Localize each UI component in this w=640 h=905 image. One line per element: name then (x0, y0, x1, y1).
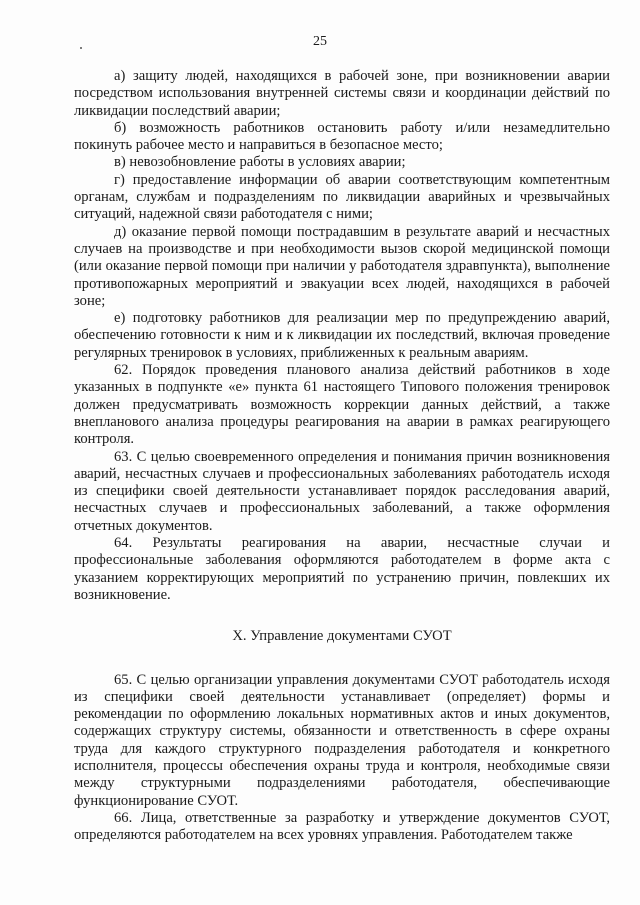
paragraph-item-b: б) возможность работников остановить работу и/или незамедлительно покинуть рабочее место и направиться в безопасное место; (74, 119, 610, 154)
paragraph-item-a: а) защиту людей, находящихся в рабочей зоне, при возникновении аварии посредством использования внутренней системы связи и координации действий по ликвидации последствий аварии; (74, 68, 610, 119)
paragraph-item-v: в) невозобновление работы в условиях аварии; (114, 154, 406, 171)
document-body (74, 68, 610, 844)
paragraph-64: 64. Результаты реагирования на аварии, несчастные случаи и профессиональные заболевания оформляются работодателем в форме акта с указанием корректирующих мероприятий по устранению причин, повлекших их возникновение. (74, 535, 610, 603)
paragraph-item-d: д) оказание первой помощи пострадавшим в результате аварий и несчастных случаев на производстве и при необходимости вызов скорой медицинской помощи (или оказание первой помощи при наличии у работодателя здравпункта), выполнение противопожарных мероприятий и эвакуации всех людей, находящихся в рабочей зоне; (74, 223, 610, 309)
section-heading: X. Управление документами СУОТ (232, 628, 452, 645)
paragraph-63: 63. С целью своевременного определения и понимания причин возникновения аварий, несчастных случаев и профессиональных заболеваниях работодатель исходя из специфики своей деятельности устанавливает порядок расследования аварий, несчастных случаев и профессиональных заболеваний, а также оформления отчетных документов. (74, 448, 610, 534)
paragraph-65: 65. С целью организации управления документами СУОТ работодатель исходя из специфики своей деятельности устанавливает (определяет) формы и рекомендации по оформлению локальных нормативных актов и иных документов, содержащих структуру системы, обязанности и ответственность в сфере охраны труда для каждого структурного подразделения работодателя и конкретного исполнителя, процессы обеспечения охраны труда и контроля, необходимые связи между структурными подразделениями работодателя, обеспечивающие функционирование СУОТ. (74, 671, 610, 809)
paragraph-62: 62. Порядок проведения планового анализа действий работников в ходе указанных в подпункте «е» пункта 61 настоящего Типового положения тренировок должен предусматривать возможность коррекции данных действий, а также внепланового анализа процедуры реагирования на аварии в рамках реагирующего контроля. (74, 362, 610, 448)
page-number: 25 (313, 34, 327, 49)
paragraph-66: 66. Лица, ответственные за разработку и утверждение документов СУОТ, определяются работодателем на всех уровнях управления. Работодателем также (74, 809, 610, 844)
paragraph-item-g: г) предоставление информации об аварии соответствующим компетентным органам, службам и подразделениям по ликвидации аварийных и чрезвычайных ситуаций, надежной связи работодателя с ними; (74, 171, 610, 223)
paragraph-item-e: е) подготовку работников для реализации мер по предупреждению аварий, обеспечению готовности к ним и к ликвидации их последствий, включая проведение регулярных тренировок в условиях, приближенных к реальным авариям. (74, 310, 610, 361)
